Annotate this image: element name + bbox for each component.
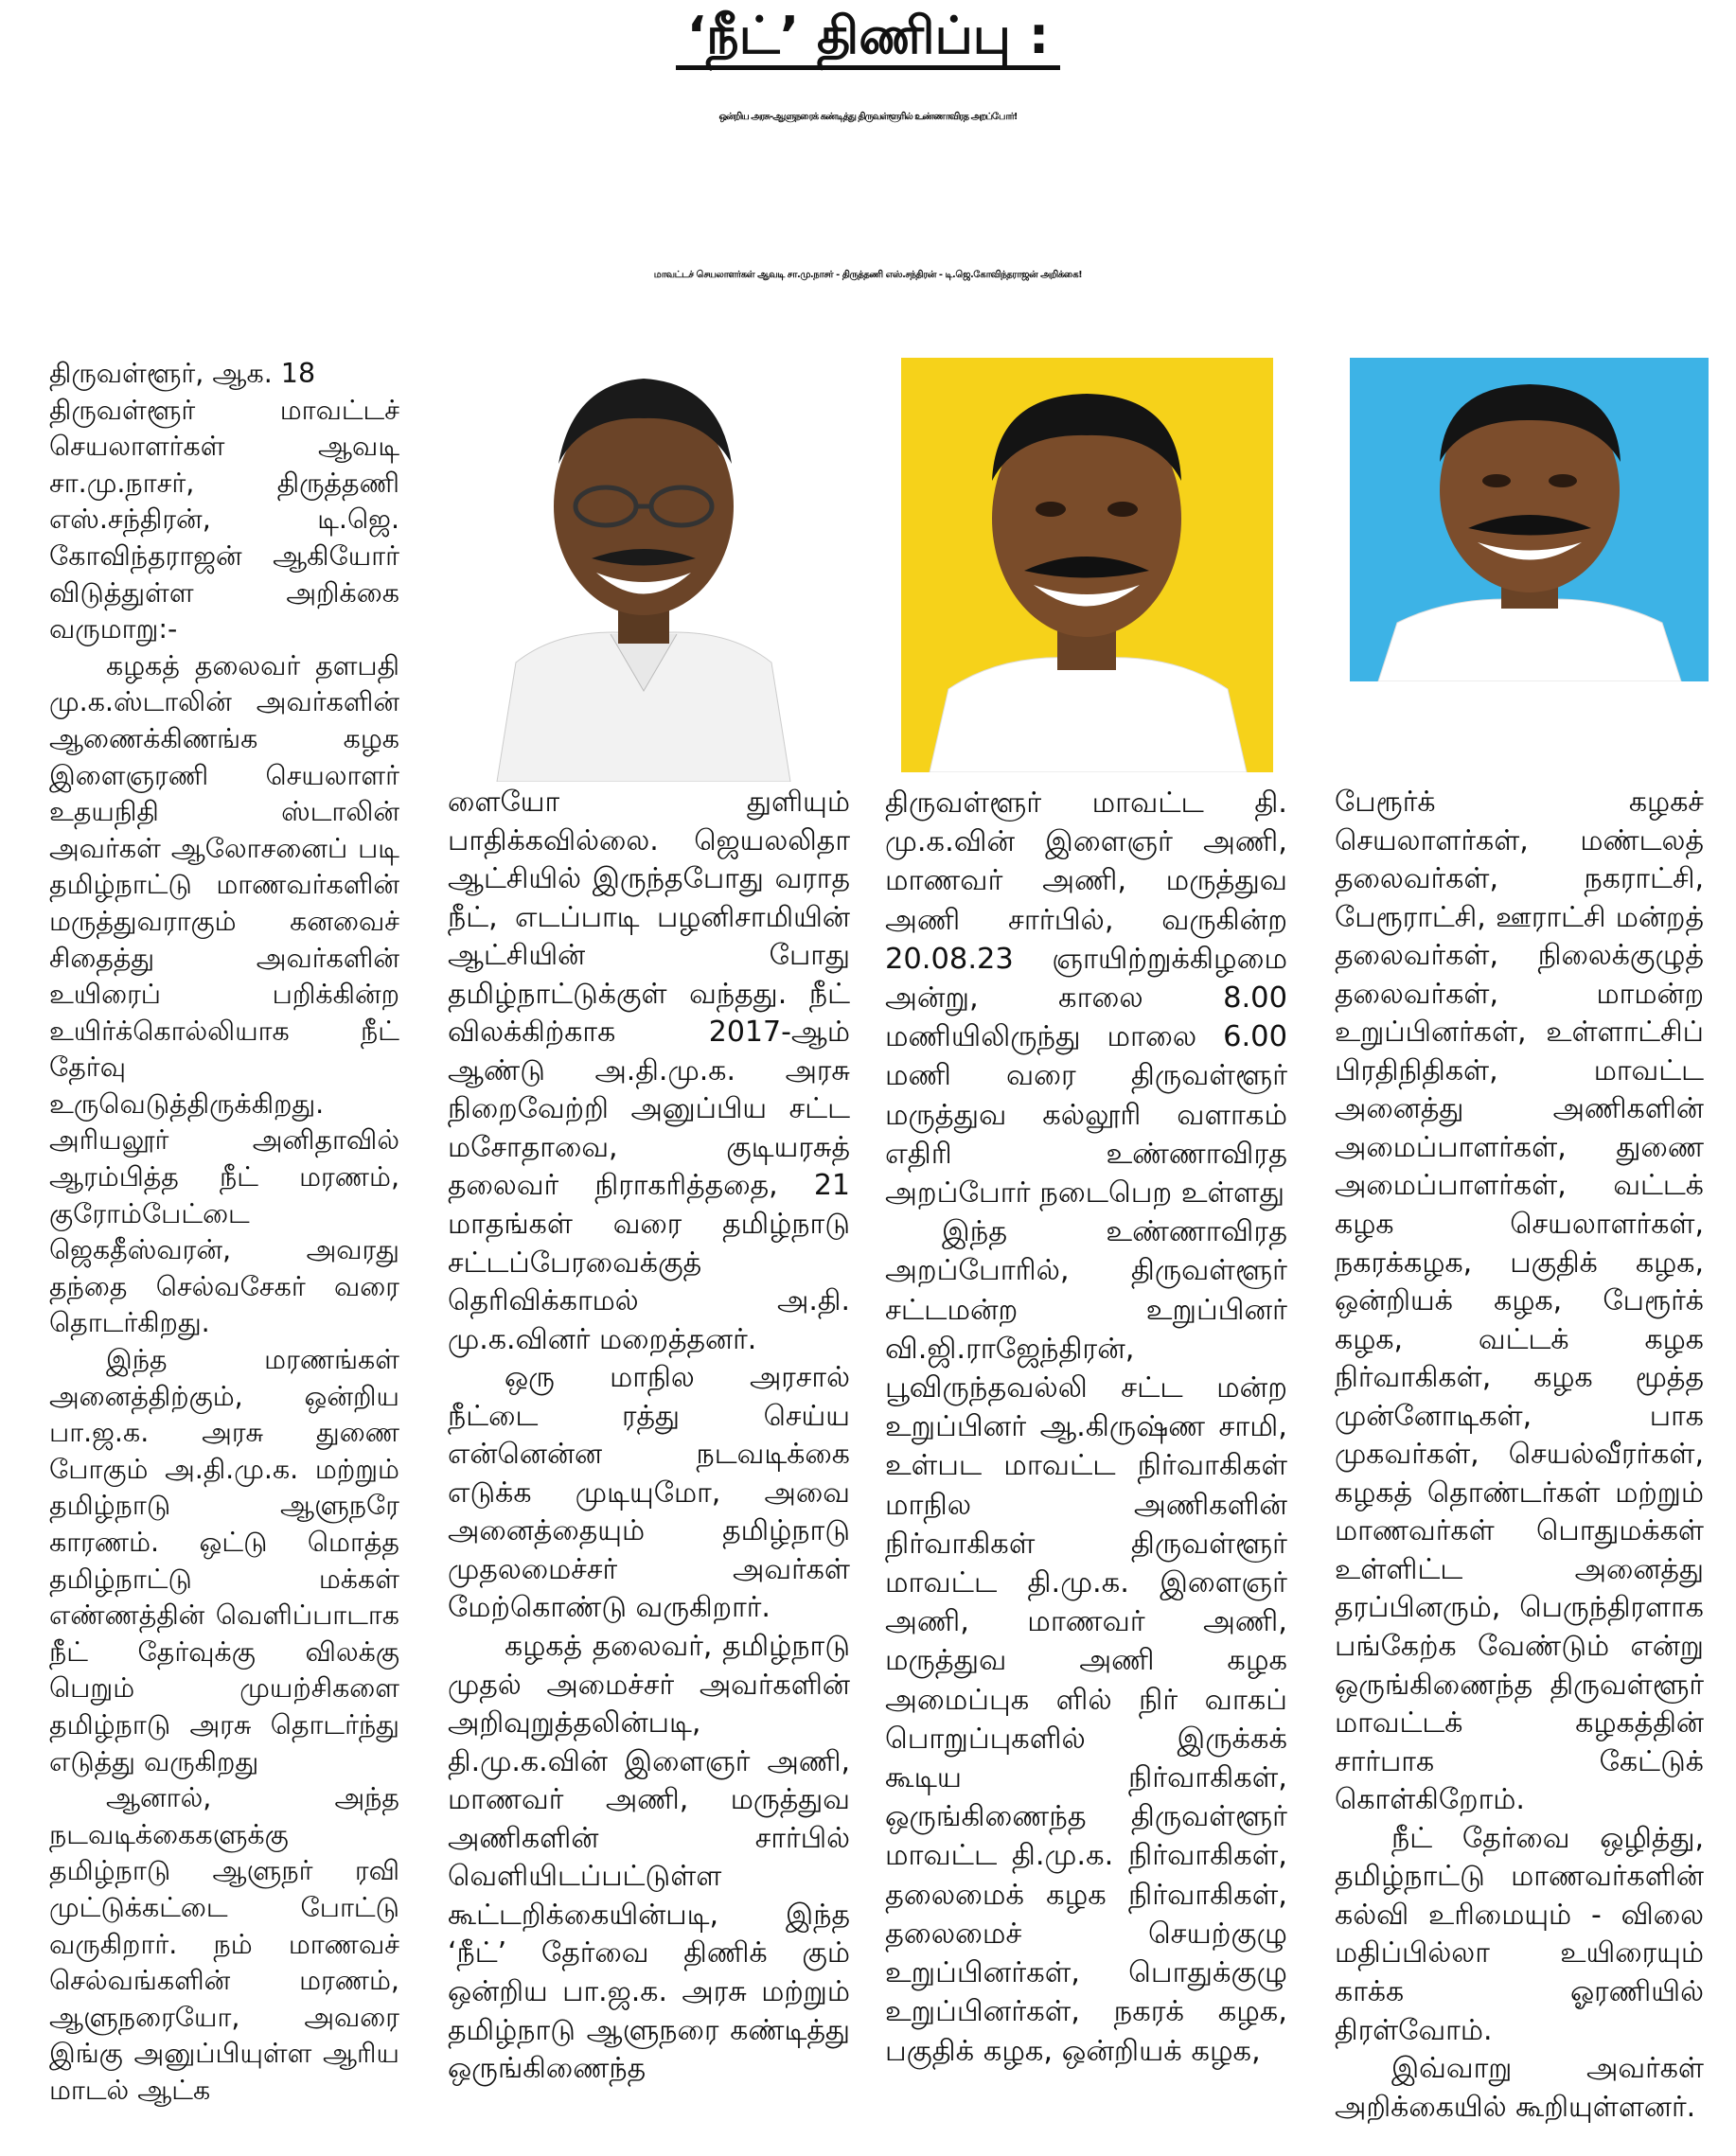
paragraph: கழகத் தலைவர் தளபதி மு.க.ஸ்டாலின் அவர்களின் ஆணைக்கிணங்க கழக இளைஞரணி செயலாளர் உதயநிதி ஸ்டாலின் அவர்கள் ஆலோசனைப் படி தமிழ்நாட்டு மாணவர்களின் மருத்துவராகும் கனவைச் சிதைத்து அவர்களின் உயிரைப் பறிக்கின்ற உயிர்க்கொல்லியாக நீட் தேர்வு உருவெடுத்திருக்கிறது. அரியலூர் அனிதாவில் ஆரம்பித்த நீட் மரணம், குரோம்பேட்டை ஜெகதீஸ்வரன், அவரது தந்தை செல்வசேகர் வரை தொடர்கிறது. (49, 649, 399, 1339)
headline: ஒன்றிய அரசு-ஆளுநரைக் கண்டித்து திருவள்ளூரில் உண்ணாவிரத அறப்போர்! (718, 112, 1018, 122)
paragraph: கழகத் தலைவர், தமிழ்நாடு முதல் அமைச்சர் அவர்களின் அறிவுறுத்தலின்படி, தி.மு.க.வின் இளைஞர் அணி, மாணவர் அணி, மருத்துவ அணிகளின் சார்பில் வெளியிடப்பட்டுள்ள கூட்டறிக்கையின்படி, இந்த ‘நீட்’ தேர்வை திணிக் கும் ஒன்றிய பா.ஜ.க. அரசு மற்றும் தமிழ்நாடு ஆளுநரை கண்டித்து ஒருங்கிணைந்த (448, 1630, 850, 2086)
paragraph: இந்த உண்ணாவிரத அறப்போரில், திருவள்ளூர் சட்டமன்ற உறுப்பினர் வி.ஜி.ராஜேந்திரன், பூவிருந்தவல்லி சட்ட மன்ற உறுப்பினர் ஆ.கிருஷ்ண சாமி, உள்பட மாவட்ட நிர்வாகிகள் மாநில அணிகளின் நிர்வாகிகள் திருவள்ளூர் மாவட்ட தி.மு.க. இளைஞர் அணி, மாணவர் அணி, மருத்துவ அணி கழக அமைப்புக ளில் நிர் வாகப் பொறுப்புகளில் இருக்கக் கூடிய நிர்வாகிகள், ஒருங்கிணைந்த திருவள்ளூர் மாவட்ட தி.மு.க. நிர்வாகிகள், தலைமைக் கழக நிர்வாகிகள், தலைமைச் செயற்குழு உறுப்பினர்கள், பொதுக்குழு உறுப்பினர்கள், நகரக் கழக, பகுதிக் கழக, ஒன்றியக் கழக, (885, 1215, 1287, 2068)
portrait-photo-2 (901, 358, 1273, 772)
portrait-photo-1 (478, 350, 809, 782)
paragraph: ஒரு மாநில அரசால் நீட்டை ரத்து செய்ய என்னென்ன நடவடிக்கை எடுக்க முடியுமோ, அவை அனைத்தையும் தமிழ்நாடு முதலமைச்சர் அவர்கள் மேற்கொண்டு வருகிறார். (448, 1361, 850, 1625)
portrait-photo-3 (1350, 358, 1709, 681)
dateline: திருவள்ளூர், ஆக. 18 (49, 358, 316, 389)
article-column-4 (1335, 784, 1704, 2127)
portrait-man-glasses-icon (478, 350, 809, 782)
portrait-man-mustache-icon (901, 358, 1273, 772)
paragraph: திருவள்ளூர் மாவட்ட தி. மு.க.வின் இளைஞர் அணி, மாணவர் அணி, மருத்துவ அணி சார்பில், வருகின்ற 20.08.23 ஞாயிற்றுக்கிழமை அன்று, காலை 8.00 மணியிலிருந்து மாலை 6.00 மணி வரை திருவள்ளூர் மருத்துவ கல்லூரி வளாகம் எதிரி உண்ணாவிரத அறப்போர் நடைபெற உள்ளது (885, 786, 1287, 1211)
paragraph: இவ்வாறு அவர்கள் அறிக்கையில் கூறியுள்ளனர். (1335, 2052, 1704, 2124)
paragraph: ஆனால், அந்த நடவடிக்கைகளுக்கு தமிழ்நாடு ஆளுநர் ரவி முட்டுக்கட்டை போட்டு வருகிறார். நம் மாணவச் செல்வங்களின் மரணம், ஆளுநரையோ, அவரை இங்கு அனுப்பியுள்ள ஆரிய மாடல் ஆட்க (49, 1782, 399, 2106)
paragraph: திருவள்ளூர் மாவட்டச் செயலாளர்கள் ஆவடி சா.மு.நாசர், திருத்தணி எஸ்.சந்திரன், டி.ஜெ. கோவிந்தராஜன் ஆகியோர் விடுத்துள்ள அறிக்கை வருமாறு:- (49, 394, 399, 645)
paragraph: ளையோ துளியும் பாதிக்கவில்லை. ஜெயலலிதா ஆட்சியில் இருந்தபோது வராத நீட், எடப்பாடி பழனிசாமியின் ஆட்சியின் போது தமிழ்நாட்டுக்குள் வந்தது. நீட் விலக்கிற்காக 2017-ஆம் ஆண்டு அ.தி.மு.க. அரசு நிறைவேற்றி அனுப்பிய சட்ட மசோதாவை, குடியரசுத் தலைவர் நிராகரித்ததை, 21 மாதங்கள் வரை தமிழ்நாடு சட்டப்பேரவைக்குத் தெரிவிக்காமல் அ.தி. மு.க.வினர் மறைத்தனர். (448, 786, 850, 1356)
kicker-text: ‘நீட்’ திணிப்பு : (676, 6, 1061, 70)
paragraph: பேரூர்க் கழகச் செயலாளர்கள், மண்டலத் தலைவர்கள், நகராட்சி, பேரூராட்சி, ஊராட்சி மன்றத் தலைவர்கள், நிலைக்குழுத் தலைவர்கள், மாமன்ற உறுப்பினர்கள், உள்ளாட்சிப் பிரதிநிதிகள், மாவட்ட அனைத்து அணிகளின் அமைப்பாளர்கள், துணை அமைப்பாளர்கள், வட்டக் கழக செயலாளர்கள், நகரக்கழக, பகுதிக் கழக, ஒன்றியக் கழக, பேரூர்க் கழக, வட்டக் கழக நிர்வாகிகள், கழக மூத்த முன்னோடிகள், பாக முகவர்கள், செயல்வீரர்கள், கழகத் தொண்டர்கள் மற்றும் மாணவர்கள் பொதுமக்கள் உள்ளிட்ட அனைத்து தரப்பினரும், பெருந்திரளாக பங்கேற்க வேண்டும் என்று ஒருங்கிணைந்த திருவள்ளூர் மாவட்டக் கழகத்தின் சார்பாக கேட்டுக் கொள்கிறோம். (1335, 786, 1704, 1817)
paragraph: இந்த மரணங்கள் அனைத்திற்கும், ஒன்றிய பா.ஜ.க. அரசு துணை போகும் அ.தி.மு.க. மற்றும் தமிழ்நாடு ஆளுநரே காரணம். ஒட்டு மொத்த தமிழ்நாட்டு மக்கள் எண்ணத்தின் வெளிப்பாடாக நீட் தேர்வுக்கு விலக்கு பெறும் முயற்சிகளை தமிழ்நாடு அரசு தொடர்ந்து எடுத்து வருகிறது (49, 1344, 399, 1777)
paragraph: நீட் தேர்வை ஒழித்து, தமிழ்நாட்டு மாணவர்களின் கல்வி உரிமையும் - விலை மதிப்பில்லா உயிரையும் காக்க ஓரணியில் திரள்வோம். (1335, 1821, 1704, 2047)
article-column-2 (448, 784, 850, 2089)
kicker-title (0, 6, 1736, 73)
article-column-1 (49, 356, 399, 2110)
article-column-3 (885, 784, 1287, 2071)
portrait-man-mustache-icon (1350, 358, 1709, 681)
subheadline: மாவட்டச் செயலாளர்கள் ஆவடி சா.மு.நாசர் - திருத்தணி எஸ்.சந்திரன் - டி.ஜெ.கோவிந்தராஜன் அறிக்கை! (653, 270, 1083, 280)
